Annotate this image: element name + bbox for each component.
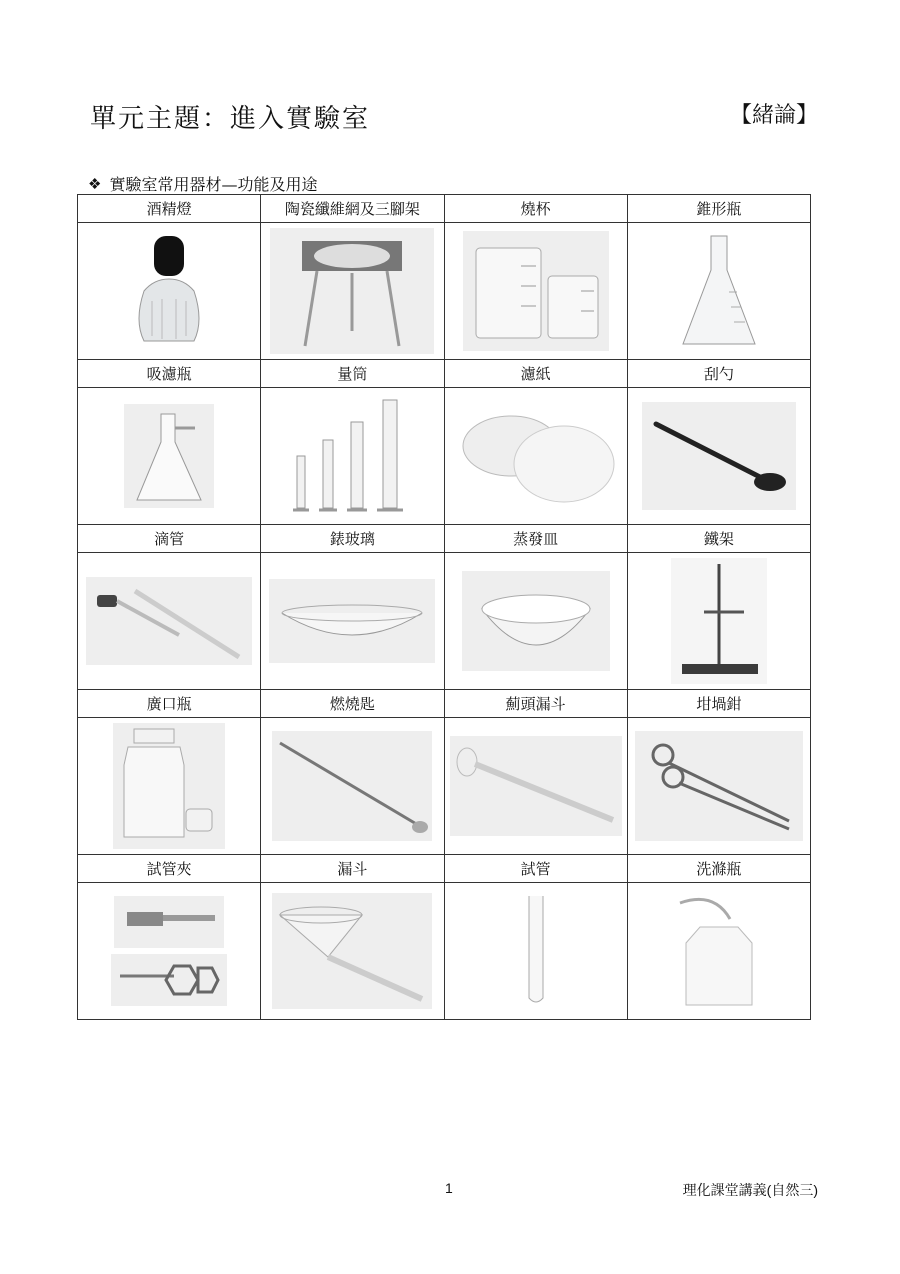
equipment-name: 燒杯 xyxy=(444,195,627,223)
equipment-name: 燃燒匙 xyxy=(261,690,444,718)
funnel-image xyxy=(272,893,432,1009)
combustion-spoon-image xyxy=(272,731,432,841)
evaporating-dish-image xyxy=(462,571,610,671)
spatula-image xyxy=(642,402,796,510)
equipment-name: 坩堝鉗 xyxy=(627,690,810,718)
equipment-name: 濾紙 xyxy=(444,360,627,388)
equipment-table xyxy=(77,194,811,1020)
alcohol-lamp-image xyxy=(89,228,249,354)
test-tube-holder-images xyxy=(78,896,260,1006)
erlenmeyer-flask-image xyxy=(671,230,767,352)
equipment-name: 鐵架 xyxy=(627,525,810,553)
page-title: 單元主題：進入實驗室 xyxy=(90,104,371,134)
graduated-cylinders-image xyxy=(287,395,417,517)
section-tag: 【緒論】 xyxy=(729,103,818,128)
equipment-name: 廣口瓶 xyxy=(78,690,261,718)
watch-glass-image xyxy=(269,579,435,663)
equipment-name: 漏斗 xyxy=(261,855,444,883)
crucible-tongs-image xyxy=(635,731,803,841)
equipment-name: 試管夾 xyxy=(78,855,261,883)
equipment-name: 量筒 xyxy=(261,360,444,388)
equipment-name: 錶玻璃 xyxy=(261,525,444,553)
equipment-name: 滴管 xyxy=(78,525,261,553)
test-tube-holder-image xyxy=(114,896,224,948)
equipment-name: 陶瓷纖維網及三腳架 xyxy=(261,195,444,223)
equipment-name: 洗滌瓶 xyxy=(627,855,810,883)
tripod-gauze-image xyxy=(270,228,434,354)
wash-bottle-image xyxy=(671,890,767,1012)
equipment-name: 薊頭漏斗 xyxy=(444,690,627,718)
wide-mouth-bottle-image xyxy=(113,723,225,849)
iron-stand-image xyxy=(671,558,767,684)
equipment-name: 吸濾瓶 xyxy=(78,360,261,388)
filter-flask-image xyxy=(124,404,214,508)
dropper-image xyxy=(86,577,252,665)
test-tube-clamp-image xyxy=(111,954,227,1006)
section-heading xyxy=(88,172,317,195)
equipment-name: 酒精燈 xyxy=(78,195,261,223)
page-number: 1 xyxy=(445,1180,453,1196)
bullet-icon: ❖ xyxy=(88,174,102,193)
equipment-name: 蒸發皿 xyxy=(444,525,627,553)
equipment-name: 試管 xyxy=(444,855,627,883)
footer-note: 理化課堂講義(自然三) xyxy=(682,1182,818,1198)
equipment-name: 刮勺 xyxy=(627,360,810,388)
section-heading-text: 實驗室常用器材—功能及用途 xyxy=(109,175,318,194)
equipment-name: 錐形瓶 xyxy=(627,195,810,223)
filter-paper-image xyxy=(456,406,616,506)
test-tube-image xyxy=(513,891,559,1011)
thistle-funnel-image xyxy=(450,736,622,836)
beaker-image xyxy=(463,231,609,351)
